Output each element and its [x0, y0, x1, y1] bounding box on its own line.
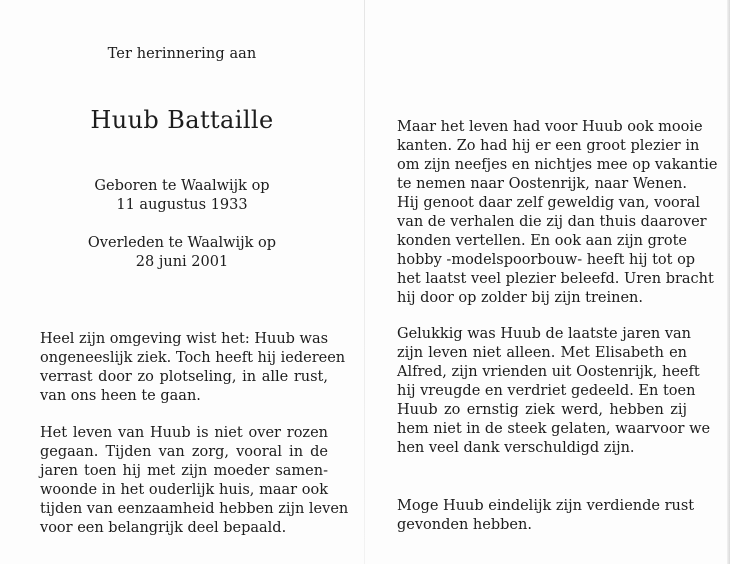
- text-line: Huub zo ernstig ziek werd, hebben zij: [397, 402, 687, 418]
- text-line: te nemen naar Oostenrijk, naar Wenen.: [397, 176, 687, 192]
- text-line: Maar het leven had voor Huub ook mooie: [397, 119, 703, 135]
- text-line: gegaan. Tijden van zorg, vooral in de: [40, 444, 328, 460]
- text-line: gevonden hebben.: [397, 517, 532, 533]
- text-line: ongeneeslijk ziek. Toch heeft hij iedereen: [40, 350, 346, 366]
- birth-info: [0, 177, 364, 215]
- right-page: [364, 0, 730, 564]
- text-line: jaren toen hij met zijn moeder samen-: [40, 463, 328, 479]
- text-line: Heel zijn omgeving wist het: Huub was: [40, 331, 329, 347]
- text-line: het laatst veel plezier beleefd. Uren bracht: [397, 271, 714, 287]
- text-line: konden vertellen. En ook aan zijn grote: [397, 233, 687, 249]
- birth-place-line: Geboren te Waalwijk op: [94, 178, 270, 194]
- left-paragraph-1: [40, 330, 346, 406]
- text-line: woonde in het ouderlijk huis, maar ook: [40, 482, 328, 498]
- text-line: kanten. Zo had hij er een groot plezier in: [397, 138, 700, 154]
- deceased-name: Huub Battaille: [90, 106, 274, 134]
- death-place-line: Overleden te Waalwijk op: [87, 235, 277, 251]
- right-paragraph-1: [397, 118, 718, 308]
- text-line: hem niet in de steek gelaten, waarvoor we: [397, 421, 711, 437]
- text-line: hobby -modelspoorbouw- heeft hij tot op: [397, 252, 696, 268]
- text-line: Moge Huub eindelijk zijn verdiende rust: [397, 498, 695, 514]
- left-page: [0, 0, 364, 564]
- text-line: van ons heen te gaan.: [40, 388, 201, 404]
- text-line: van de verhalen die zij dan thuis daarover: [397, 214, 707, 230]
- text-line: verrast door zo plotseling, in alle rust,: [40, 369, 328, 385]
- text-line: Alfred, zijn vrienden uit Oostenrijk, heeft: [397, 364, 700, 380]
- right-paragraph-2: [397, 325, 711, 458]
- birth-date-line: 11 augustus 1933: [116, 197, 248, 213]
- text-line: hij door op zolder bij zijn treinen.: [397, 290, 643, 306]
- text-line: hij vreugde en verdriet gedeeld. En toen: [397, 383, 696, 399]
- text-line: tijden van eenzaamheid hebben zijn leven: [40, 501, 349, 517]
- text-line: Gelukkig was Huub de laatste jaren van: [397, 326, 692, 342]
- text-line: hen veel dank verschuldigd zijn.: [397, 440, 635, 456]
- text-line: voor een belangrijk deel bepaald.: [40, 520, 287, 536]
- text-line: Het leven van Huub is niet over rozen: [40, 425, 328, 441]
- death-date-line: 28 juni 2001: [135, 254, 229, 270]
- death-info: [0, 234, 364, 272]
- text-line: Hij genoot daar zelf geweldig van, vooral: [397, 195, 700, 211]
- memorial-subtitle: Ter herinnering aan: [107, 46, 257, 62]
- right-paragraph-3: [397, 497, 695, 535]
- text-line: om zijn neefjes en nichtjes mee op vakantie: [397, 157, 718, 173]
- text-line: zijn leven niet alleen. Met Elisabeth en: [397, 345, 687, 361]
- left-paragraph-2: [40, 424, 349, 538]
